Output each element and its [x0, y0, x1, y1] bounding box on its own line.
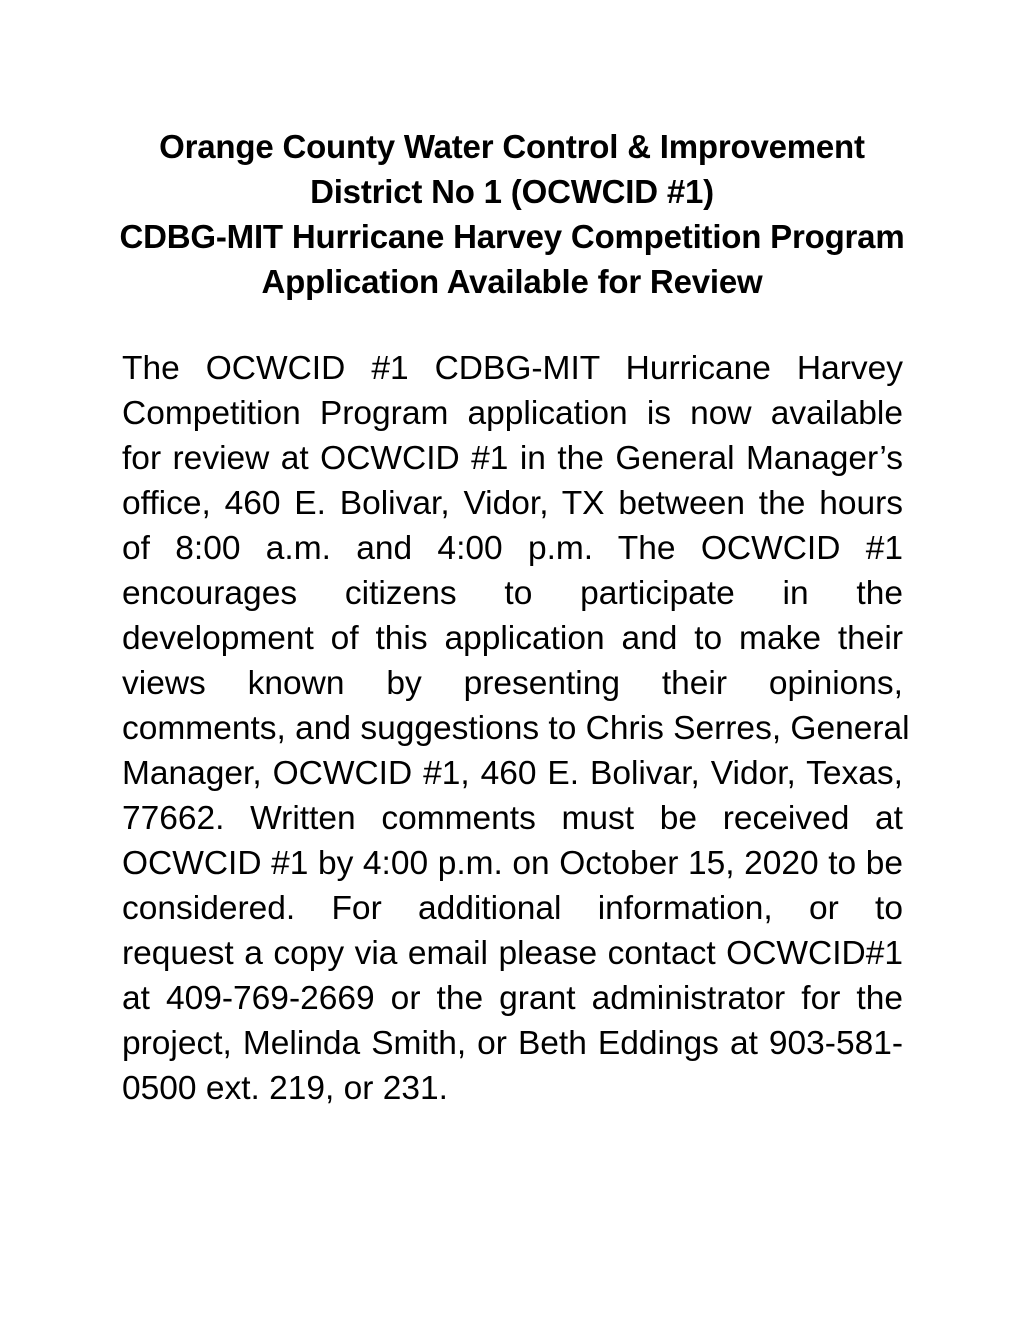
heading-line-3: CDBG-MIT Hurricane Harvey Competition Program [119, 218, 905, 255]
body-line-13: considered. For additional information, or to [122, 890, 903, 927]
notice-heading [112, 124, 912, 304]
body-line-4: office, 460 E. Bolivar, Vidor, TX between the hours [122, 485, 903, 522]
body-line-12: OCWCID #1 by 4:00 p.m. on October 15, 2020 to be [122, 845, 903, 882]
body-line-6: encourages citizens to participate in the [122, 575, 903, 612]
body-line-2: Competition Program application is now available [122, 395, 903, 432]
body-line-7: development of this application and to make their [122, 620, 903, 657]
body-line-5: of 8:00 a.m. and 4:00 p.m. The OCWCID #1 [122, 530, 903, 567]
body-line-14: request a copy via email please contact OCWCID#1 [122, 935, 903, 972]
body-line-9: comments, and suggestions to Chris Serres, General [122, 710, 910, 747]
body-line-8: views known by presenting their opinions, [122, 665, 903, 702]
body-line-17: 0500 ext. 219, or 231. [122, 1070, 448, 1107]
body-line-15: at 409-769-2669 or the grant administrator for the [122, 980, 903, 1017]
body-line-3: for review at OCWCID #1 in the General Manager’s [122, 440, 903, 477]
heading-line-2: District No 1 (OCWCID #1) [310, 173, 714, 210]
body-line-1: The OCWCID #1 CDBG-MIT Hurricane Harvey [122, 350, 903, 387]
heading-line-4: Application Available for Review [261, 263, 763, 300]
heading-line-1: Orange County Water Control & Improvement [159, 128, 865, 165]
body-line-16: project, Melinda Smith, or Beth Eddings at 903-581- [122, 1025, 903, 1062]
body-line-10: Manager, OCWCID #1, 460 E. Bolivar, Vidor, Texas, [122, 755, 903, 792]
notice-body [122, 346, 910, 1111]
body-line-11: 77662. Written comments must be received at [122, 800, 903, 837]
